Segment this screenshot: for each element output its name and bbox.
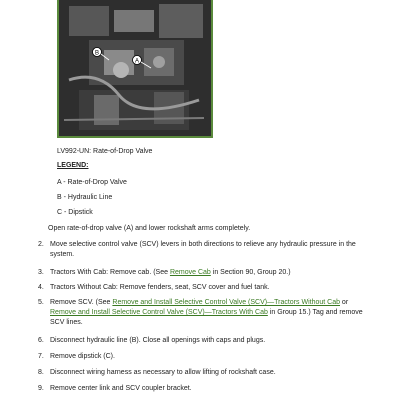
engine-illustration (59, 0, 211, 136)
callout-a-label: A (134, 58, 140, 65)
step-number: 8. (38, 369, 44, 376)
step-number: 5. (38, 299, 44, 306)
legend-item-b: B - Hydraulic Line (57, 194, 113, 201)
step-text: Disconnect hydraulic line (B). Close all openings with caps and plugs. (50, 337, 266, 344)
intro-step: Open rate-of-drop valve (A) and lower rockshaft arms completely. (48, 225, 251, 232)
legend-item-c: C - Dipstick (57, 209, 93, 216)
legend-item-a: A - Rate-of-Drop Valve (57, 179, 127, 186)
figure-caption: LV992-UN: Rate-of-Drop Valve (57, 148, 153, 155)
scv-with-cab-link[interactable]: Remove and Install Selective Control Valve (SCV)—Tractors With Cab (50, 309, 268, 316)
step-text: Remove center link and SCV coupler bracket. (50, 385, 192, 392)
step-number: 3. (38, 269, 44, 276)
step-number: 7. (38, 353, 44, 360)
step-text-middle: or (339, 299, 349, 306)
remove-cab-link[interactable]: Remove Cab (169, 269, 211, 276)
step-text: Tractors Without Cab: Remove fenders, seat, SCV cover and fuel tank. (50, 284, 270, 291)
step-number: 6. (38, 337, 44, 344)
scv-without-cab-link[interactable]: Remove and Install Selective Control Valve (SCV)—Tractors Without Cab (112, 299, 340, 306)
step-text-prefix: Remove SCV. (See (50, 299, 113, 306)
step-text: Disconnect wiring harness as necessary to allow lifting of rockshaft case. (50, 369, 276, 376)
step-text-prefix: Tractors With Cab: Remove cab. (See (50, 269, 170, 276)
step-number: 9. (38, 385, 44, 392)
step-text-suffix: in Group 15.) Tag and remove SCV lines. (50, 309, 363, 326)
step-number: 2. (38, 241, 44, 248)
step-text: Remove dipstick (C). (50, 353, 115, 360)
step-text (50, 298, 370, 328)
step-text-suffix: in Section 90, Group 20.) (210, 269, 291, 276)
callout-b-label: B (94, 50, 100, 57)
step-number: 4. (38, 284, 44, 291)
legend-title: LEGEND: (57, 162, 89, 169)
rate-of-drop-valve-photo (57, 0, 213, 138)
step-text (50, 268, 370, 278)
step-text: Move selective control valve (SCV) levers in both directions to relieve any hydraulic pressure in the system. (50, 241, 356, 258)
